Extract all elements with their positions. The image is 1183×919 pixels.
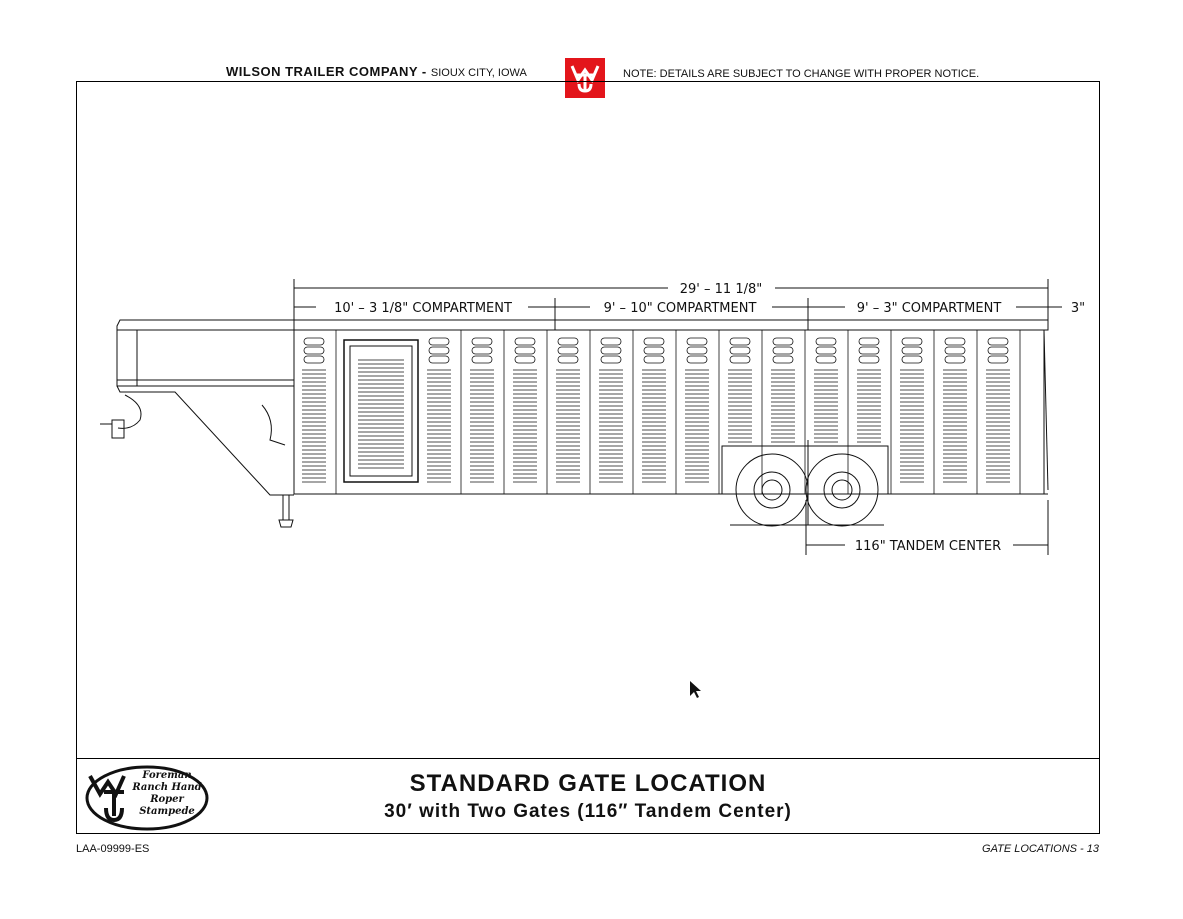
vent-oval — [816, 347, 836, 354]
title-divider — [76, 758, 1100, 759]
vent-oval — [429, 356, 449, 363]
compartment-1-label: 10' – 3 1/8" COMPARTMENT — [334, 301, 512, 316]
vent-oval — [902, 338, 922, 345]
gooseneck — [100, 320, 294, 527]
tandem-center-label: 116" TANDEM CENTER — [854, 539, 1002, 554]
vent-oval — [515, 356, 535, 363]
brand-line-4: Stampede — [139, 806, 195, 817]
vent-oval — [902, 356, 922, 363]
vent-oval — [472, 347, 492, 354]
brand-line-1: Foreman — [142, 770, 192, 781]
vent-oval — [515, 347, 535, 354]
vent-oval — [472, 338, 492, 345]
vent-oval — [515, 338, 535, 345]
vent-oval — [601, 356, 621, 363]
vent-oval — [429, 338, 449, 345]
trailer-body — [294, 320, 1048, 494]
vent-oval — [859, 347, 879, 354]
vent-oval — [558, 338, 578, 345]
vent-oval — [558, 356, 578, 363]
vent-oval — [816, 338, 836, 345]
vent-oval — [730, 356, 750, 363]
slat-panels — [302, 330, 1020, 494]
vent-oval — [816, 356, 836, 363]
mouse-cursor-icon — [690, 681, 701, 698]
compartment-2-label: 9' – 10" COMPARTMENT — [603, 301, 757, 316]
page-title: STANDARD GATE LOCATION — [409, 770, 767, 797]
vent-oval — [601, 347, 621, 354]
vent-oval — [644, 356, 664, 363]
vent-oval — [644, 347, 664, 354]
brand-line-2: Ranch Hand — [132, 782, 202, 793]
vent-oval — [988, 338, 1008, 345]
vent-oval — [429, 347, 449, 354]
vent-oval — [859, 356, 879, 363]
vent-oval — [773, 338, 793, 345]
vent-oval — [773, 356, 793, 363]
vent-oval — [558, 347, 578, 354]
tandem-wheels — [730, 440, 884, 526]
compartment-3-label: 9' – 3" COMPARTMENT — [856, 301, 1002, 316]
vent-oval — [730, 347, 750, 354]
vent-oval — [945, 347, 965, 354]
page-subtitle: 30′ with Two Gates (116″ Tandem Center) — [384, 801, 792, 822]
vent-oval — [988, 347, 1008, 354]
vent-oval — [687, 347, 707, 354]
vent-oval — [687, 356, 707, 363]
vent-oval — [730, 338, 750, 345]
vent-oval — [902, 347, 922, 354]
vent-oval — [773, 347, 793, 354]
vent-oval — [304, 338, 324, 345]
brand-line-3: Roper — [150, 794, 184, 805]
overall-length-label: 29' – 11 1/8" — [679, 282, 763, 297]
vent-oval — [687, 338, 707, 345]
vent-oval — [304, 347, 324, 354]
rear-overhang-label: 3" — [1070, 301, 1086, 316]
vent-oval — [945, 356, 965, 363]
vent-oval — [945, 338, 965, 345]
company-label: WILSON TRAILER COMPANY - — [226, 64, 427, 79]
page-label: GATE LOCATIONS - 13 — [982, 843, 1099, 855]
vent-oval — [601, 338, 621, 345]
vent-oval — [472, 356, 492, 363]
company-city: SIOUX CITY, IOWA — [430, 67, 527, 79]
vent-oval — [304, 356, 324, 363]
doc-number: LAA-09999-ES — [76, 843, 150, 855]
vent-oval — [644, 338, 664, 345]
vent-oval — [859, 338, 879, 345]
vent-oval — [988, 356, 1008, 363]
header-note: NOTE: DETAILS ARE SUBJECT TO CHANGE WITH PROPER NOTICE. — [623, 68, 980, 80]
